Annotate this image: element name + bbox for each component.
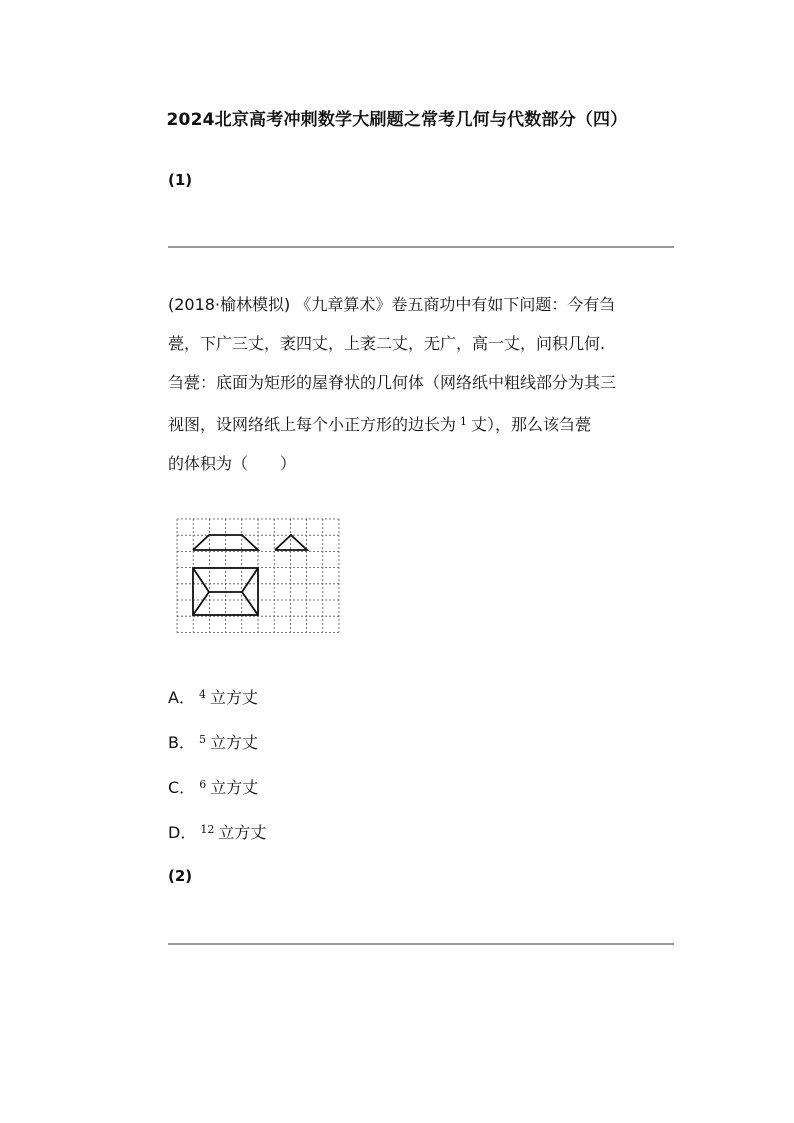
option-d[interactable] [168,809,266,854]
side-view-triangle [275,535,307,550]
option-c-unit: 立方丈 [210,778,259,797]
option-a-value: 4 [198,688,206,701]
three-view-grid-figure [174,516,340,634]
option-b-unit: 立方丈 [209,733,258,752]
question-1-line-3: 刍甍：底面为矩形的屋脊状的几何体（网络纸中粗线部分为其三 [168,373,617,392]
question-1-text [168,285,678,483]
option-b[interactable] [168,719,266,764]
question-2-divider [168,943,674,945]
answer-options [168,674,266,854]
question-1-line-5: 的体积为（ ） [168,454,297,473]
option-d-value: 12 [200,823,215,836]
option-c[interactable] [168,764,266,809]
question-2-number: (2) [168,867,193,885]
page-title: 2024北京高考冲刺数学大刷题之常考几何与代数部分（四） [166,110,628,130]
option-c-letter: C． [168,778,196,797]
option-a-letter: A． [168,688,195,707]
question-1-divider [168,246,674,248]
option-c-value: 6 [199,778,207,791]
question-1-line-1: (2018·榆林模拟) 《九章算术》卷五商功中有如下问题：今有刍 [168,295,616,314]
option-b-letter: B． [168,733,195,752]
question-1-line-4 [168,402,678,444]
question-1-number: (1) [168,171,193,189]
question-1-line-2: 甍，下广三丈，袤四丈，上袤二丈，无广，高一丈，问积几何. [168,334,606,353]
question-1-line-4-end: 丈），那么该刍甍 [471,415,592,434]
option-b-value: 5 [198,733,206,746]
option-a-unit: 立方丈 [209,688,258,707]
question-1-line-4-start: 视图，设网络纸上每个小正方形的边长为 [168,415,457,434]
option-d-letter: D． [168,823,197,842]
option-d-unit: 立方丈 [218,823,267,842]
option-a[interactable] [168,674,266,719]
unit-length-value: 1 [460,415,468,428]
